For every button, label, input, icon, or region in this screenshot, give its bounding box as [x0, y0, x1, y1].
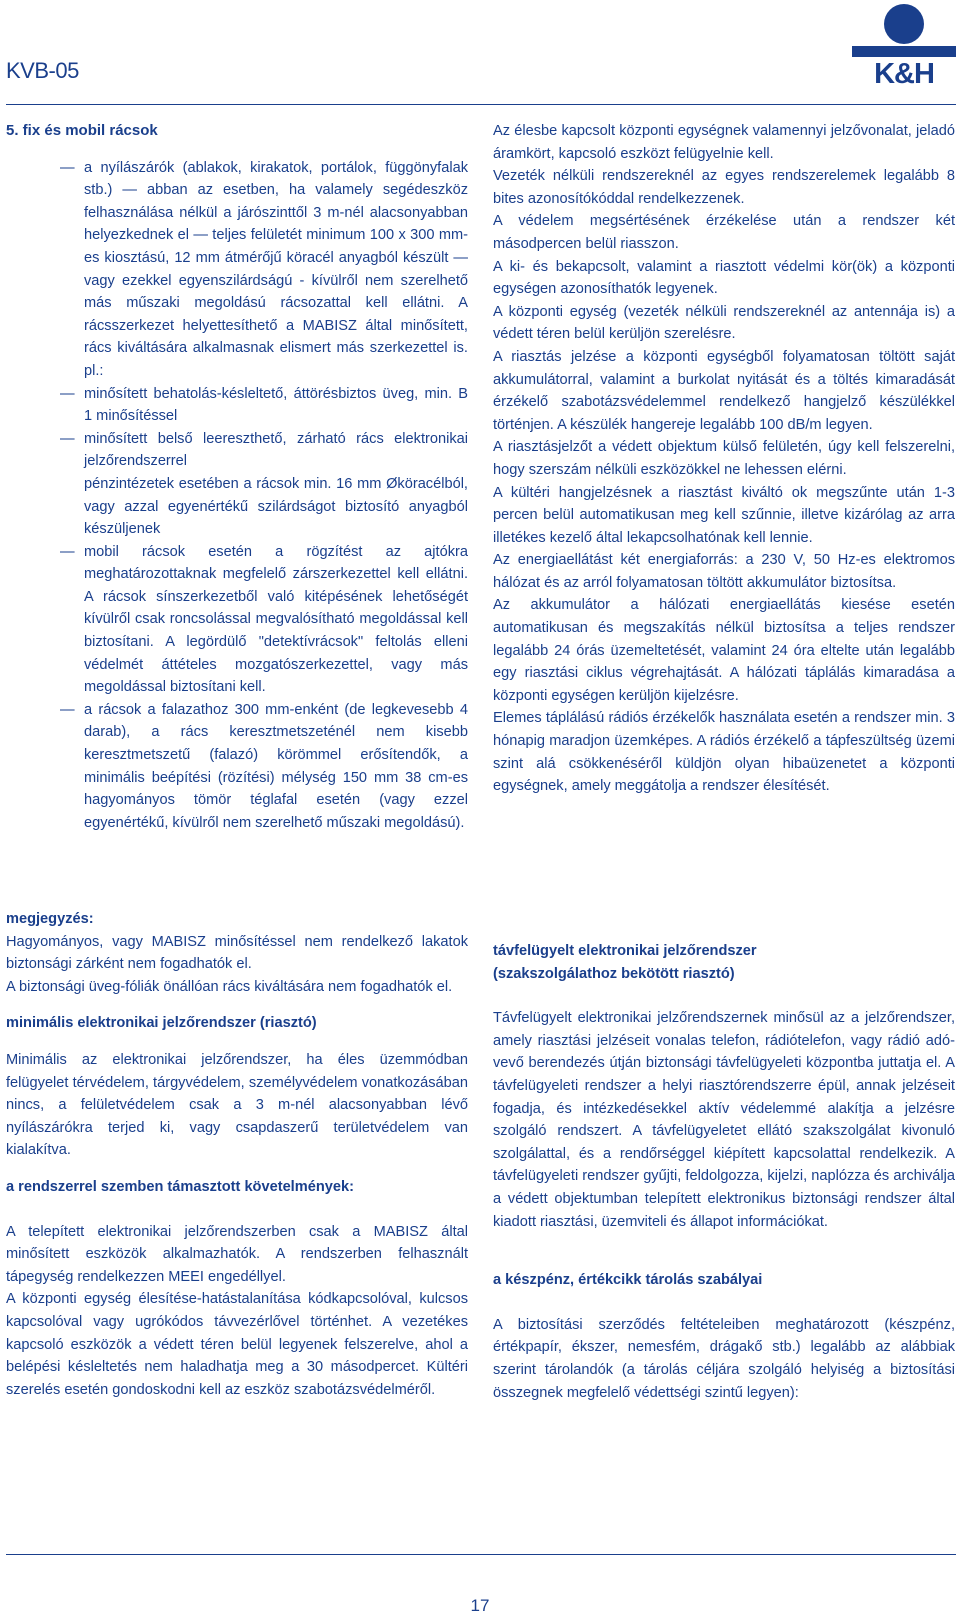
paragraph: A védelem megsértésének érzékelése után a rendszer két másodpercen belül riasszon. [493, 213, 955, 252]
paragraph: A központi egység (vezeték nélküli rendszereknél az antennája is) a védett téren belül kerüljön szerelésre. [493, 303, 955, 343]
left-column-lower [6, 908, 468, 1401]
header-divider [6, 104, 956, 105]
list-item-text: minősített behatolás-késleltető, áttörésbiztos üveg, min. B 1 minősítéssel [84, 385, 468, 425]
list-item [6, 383, 468, 428]
dash-bullet: — [60, 543, 75, 560]
dash-bullet: — [60, 159, 75, 176]
paragraph: Az akkumulátor a hálózati energiaellátás kiesése esetén automatikusan és megszakítás nélkül biztosítsa a teljes rendszer legalább 24 órás üzemeltetését, valamint 24 óra eltelte után legalább egy riasztási ciklus végrehajtását. A hálózati táplálás kimaradása a központi egységen kerüljön kijelzésre. [493, 597, 955, 704]
list-item [6, 699, 468, 835]
paragraph: A kültéri hangjelzésnek a riasztást kiváltó ok megszűnte után 1-3 percen belül automatikusan meg kell szűnnie, illetve kizárólag az arra illetékes kezelő által lekapcsolhatónak kell lennie. [493, 484, 955, 546]
paragraph: Az élesbe kapcsolt központi egységnek valamennyi jelzővonalat, jeladó áramkört, kapcsoló eszközt felügyelnie kell. [493, 123, 955, 162]
requirements-paragraph: A telepített elektronikai jelzőrendszerben csak a MABISZ által minősített eszközök alkalmazhatók. A rendszerben felhasznált tápegység rendelkezzen MEEI engedéllyel. [6, 1223, 468, 1285]
note-paragraph: A biztonsági üveg-fóliák önállóan rács kiváltására nem fogadhatók el. [6, 978, 453, 995]
list-item [6, 157, 468, 383]
note-title: megjegyzés: [6, 911, 94, 927]
logo-bar [852, 46, 956, 57]
page-number: 17 [470, 1596, 490, 1615]
paragraph: A riasztásjelzőt a védett objektum külső felületén, úgy kell felszerelni, hogy szerszám nélküli eszközökkel ne lehessen elérni. [493, 439, 955, 478]
paragraph: Az energiaellátást két energiaforrás: a 230 V, 50 Hz-es elektromos hálózat és az arról folyamatosan töltött akkumulátor biztosítsa. [493, 552, 955, 591]
list-item-text: minősített belső leereszthető, zárható rács elektronikai jelzőrendszerrel [84, 430, 468, 470]
note-paragraph: Hagyományos, vagy MABISZ minősítéssel nem rendelkező lakatok biztonsági zárként nem fogadhatók el. [6, 933, 468, 973]
remote-monitoring-paragraph: Távfelügyelt elektronikai jelzőrendszernek minősül az a jelzőrendszer, amely riasztási jelzéseit vonalas telefon, rádiótelefon, vagy rádió adó-vevő berendezés útján biztonsági távfelügyeleti központba juttatja el. A távfelügyeleti rendszer a helyi riasztórendszerre épül, annak jelzéseit fogadja, és intézkedésekkel aktív védelemmé alakítja a jelzésre szolgáló rendszert. A távfelügyeletet ellátó szakszolgálat kivonuló szolgálattal, és a rendőrséggel kiépített kapcsolattal rendelkezik. A távfelügyeleti rendszer gyűjti, feldolgozza, kijelzi, naplózza és archiválja a védett objektumban telepített elektronikus biztonsági rendszer által kiadott riasztási, üzemviteli és állapot információkat. [493, 1010, 955, 1230]
list-item [6, 541, 468, 699]
kh-logo [852, 4, 956, 88]
paragraph: A riasztás jelzése a központi egységből folyamatosan töltött saját akkumulátorral, valamint a burkolat nyitását és a töltés kimaradását érzékelő szabotázsvédelemmel rendelkező hangjelző készülékkel történjen. A készülék hangereje legalább 100 dB/m legyen. [493, 348, 955, 433]
left-column [6, 120, 468, 834]
logo-ball-icon [884, 4, 924, 44]
cash-storage-paragraph: A biztosítási szerződés feltételeiben meghatározott (készpénz, értékpapír, ékszer, nemesfém, drágakő stb.) legalább az alábbiak szerint tárolandók (a tárolás céljára szolgáló helyiség a biztosítási összegnek megfelelő védettségi szintű legyen): [493, 1316, 955, 1401]
requirements-paragraph: A központi egység élesítése-hatástalanítása kódkapcsolóval, kulcsos kapcsolóval vagy ugrókódos távvezérlővel történhet. A vezetékes kapcsoló eszközök a védett téren belül legyenek felszerelve, ahol a belépési késleltetés nem haladhatja meg a 30 másodpercet. Kültéri szerelés esetén gondoskodni kell az eszköz szabotázsvédelméről. [6, 1291, 468, 1398]
paragraph: A ki- és bekapcsolt, valamint a riasztott védelmi kör(ök) a központi egységen azonosíthatók legyenek. [493, 258, 955, 298]
cash-storage-title: a készpénz, értékcikk tárolás szabályai [493, 1272, 763, 1289]
remote-monitoring-title: távfelügyelt elektronikai jelzőrendszer [493, 943, 757, 959]
list-item-continuation: pénzintézetek esetében a rácsok min. 16 mm Øköracélból, vagy azzal egyenértékű szilárdságot biztosító anyagból készüljenek [84, 475, 468, 538]
footer-divider [6, 1554, 956, 1555]
list-item [6, 428, 468, 473]
right-column [493, 120, 955, 798]
document-code: KVB-05 [6, 58, 79, 83]
requirements-title: a rendszerrel szemben támasztott követelmények: [6, 1178, 354, 1195]
dash-bullet: — [60, 701, 75, 718]
remote-monitoring-subtitle: (szakszolgálathoz bekötött riasztó) [493, 965, 735, 982]
min-alarm-title: minimális elektronikai jelzőrendszer (riasztó) [6, 1015, 317, 1032]
list-item-text: a nyílászárók (ablakok, kirakatok, portálok, függönyfalak stb.) — abban az esetben, ha valamely segédeszköz felhasználása nélkül a járószinttől 3 m-nél alacsonyabban helyezkednek el — teljes felületét minimum 100 x 300 mm-es kiosztású, 12 mm átmérőjű köracél anyagból készült — vagy ezekkel egyenszilárdságú - kívülről nem szerelhető más műszaki megoldású rácsozattal kell ellátni. A rácsszerkezet helyettesíthető a MABISZ által minősített, rács kiváltására alkalmasnak elismert más szerkezettel is. pl.: [84, 159, 468, 379]
paragraph: Elemes táplálású rádiós érzékelők használata esetén a rendszer min. 3 hónapig maradjon üzemképes. A rádiós érzékelő a tápfeszültség üzemi szint alá csökkenéséről küldjön olyan hibaüzenetet a központi egységnek, amely meggátolja a rendszer élesítését. [493, 710, 955, 795]
paragraph: Vezeték nélküli rendszereknél az egyes rendszerelemek legalább 8 bites azonosítókóddal rendelkezzenek. [493, 168, 955, 207]
list-item-text: a rácsok a falazathoz 300 mm-enként (de legkevesebb 4 darab), a rács keresztmetszeténél nem kisebb keresztmetszetű (falazó) körömmel erősítendők, a minimális beépítési (rözítési) mélység 150 mm 38 cm-es hagyományos tömör téglafal esetén (vagy ezzel egyenértékű, kívülről nem szerelhető műszaki megoldású). [84, 701, 468, 831]
section-title: 5. fix és mobil rácsok [6, 122, 158, 139]
right-column-lower [493, 940, 955, 1404]
list-item-text: mobil rácsok esetén a rögzítést az ajtókra meghatározottaknak megfelelő zárszerkezettel kell ellátni. A rácsok sínszerkezetből való kitépésének lehetőségét kívülről csak roncsolással megvalósítható megoldással kell biztosítani. A legördülő "detektívrácsok" feltolás elleni védelmét áttételes mozgatószerkezettel, vagy más megoldással biztosítani kell. [84, 543, 468, 696]
logo-text: K&H [874, 58, 934, 90]
min-alarm-paragraph: Minimális az elektronikai jelzőrendszer, ha éles üzemmódban felügyelet térvédelem, tárgyvédelem, személyvédelem vonatkozásában nincs, a felületvédelem csak a 3 m-nél alacsonyabban lévő nyílászárókra terjed ki, vagy csapdaszerű területvédelem van kialakítva. [6, 1051, 468, 1159]
dash-bullet: — [60, 385, 75, 402]
dash-bullet: — [60, 430, 75, 447]
